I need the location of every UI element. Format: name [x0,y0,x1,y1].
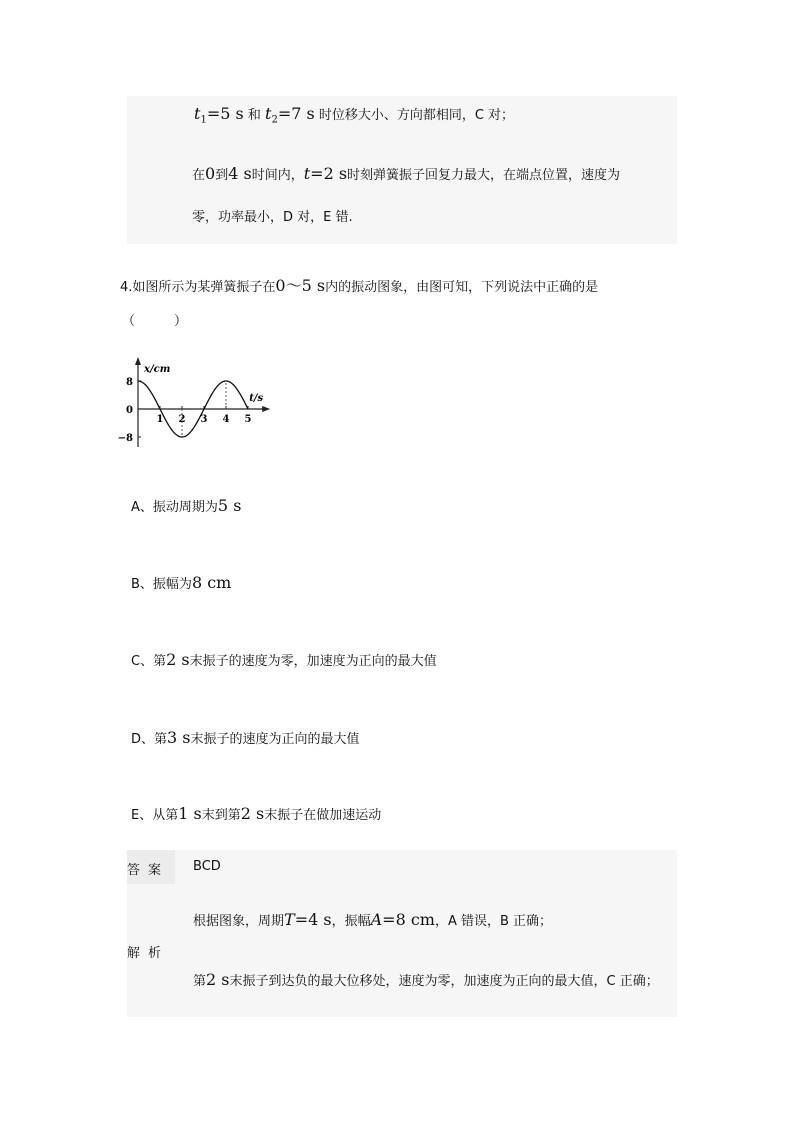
prev-analysis-line-3: 零，功率最小，D 对，E 错. [192,210,353,225]
x-tick-label: 4 [222,414,230,425]
answer-analysis-box [127,850,677,1017]
prev-analysis-line-1: $t_1=5$ s 和 $t_2=7$ s 时位移大小、方向都相同，C 对； [194,104,515,126]
y-tick-label: 8 [126,377,133,388]
question-blank: （ ） [122,314,188,329]
x-axis-arrow [262,406,270,412]
y-tick-label: 0 [126,405,133,416]
x-axis-label: t/s [249,393,264,404]
prev-analysis-line-2: 在0到4 s时间内，t=2 s时刻弹簧振子回复力最大，在端点位置，速度为 [192,164,621,183]
analysis-line-1: 根据图象，周期T=4 s，振幅A=8 cm，A 错误，B 正确； [193,910,553,929]
prev-analysis-box [127,96,677,244]
option-e[interactable]: E、从第1 s末到第2 s末振子在做加速运动 [131,804,382,823]
x-tick-label: 1 [156,414,164,425]
analysis-label: 解析 [127,946,170,961]
x-tick-label: 2 [178,414,186,425]
analysis-line-2: 第2 s末振子到达负的最大位移处，速度为零，加速度为正向的最大值，C 正确； [193,970,659,989]
x-tick-label: 3 [200,414,208,425]
question-stem: 4.如图所示为某弹簧振子在0～5 s内的振动图象，由图可知，下列说法中正确的是 [120,276,599,295]
answer-value: BCD [193,859,221,874]
y-tick-label: −8 [117,433,133,444]
y-axis-arrow [135,357,141,365]
option-a[interactable]: A、振动周期为5 s [131,496,242,515]
x-tick-label: 5 [244,414,252,425]
option-c[interactable]: C、第2 s末振子的速度为零，加速度为正向的最大值 [131,650,437,669]
vibration-graph [115,352,285,452]
answer-label: 答案 [127,863,170,878]
option-b[interactable]: B、振幅为8 cm [131,573,232,592]
y-axis-label: x/cm [144,364,171,375]
option-d[interactable]: D、第3 s末振子的速度为正向的最大值 [131,728,360,747]
